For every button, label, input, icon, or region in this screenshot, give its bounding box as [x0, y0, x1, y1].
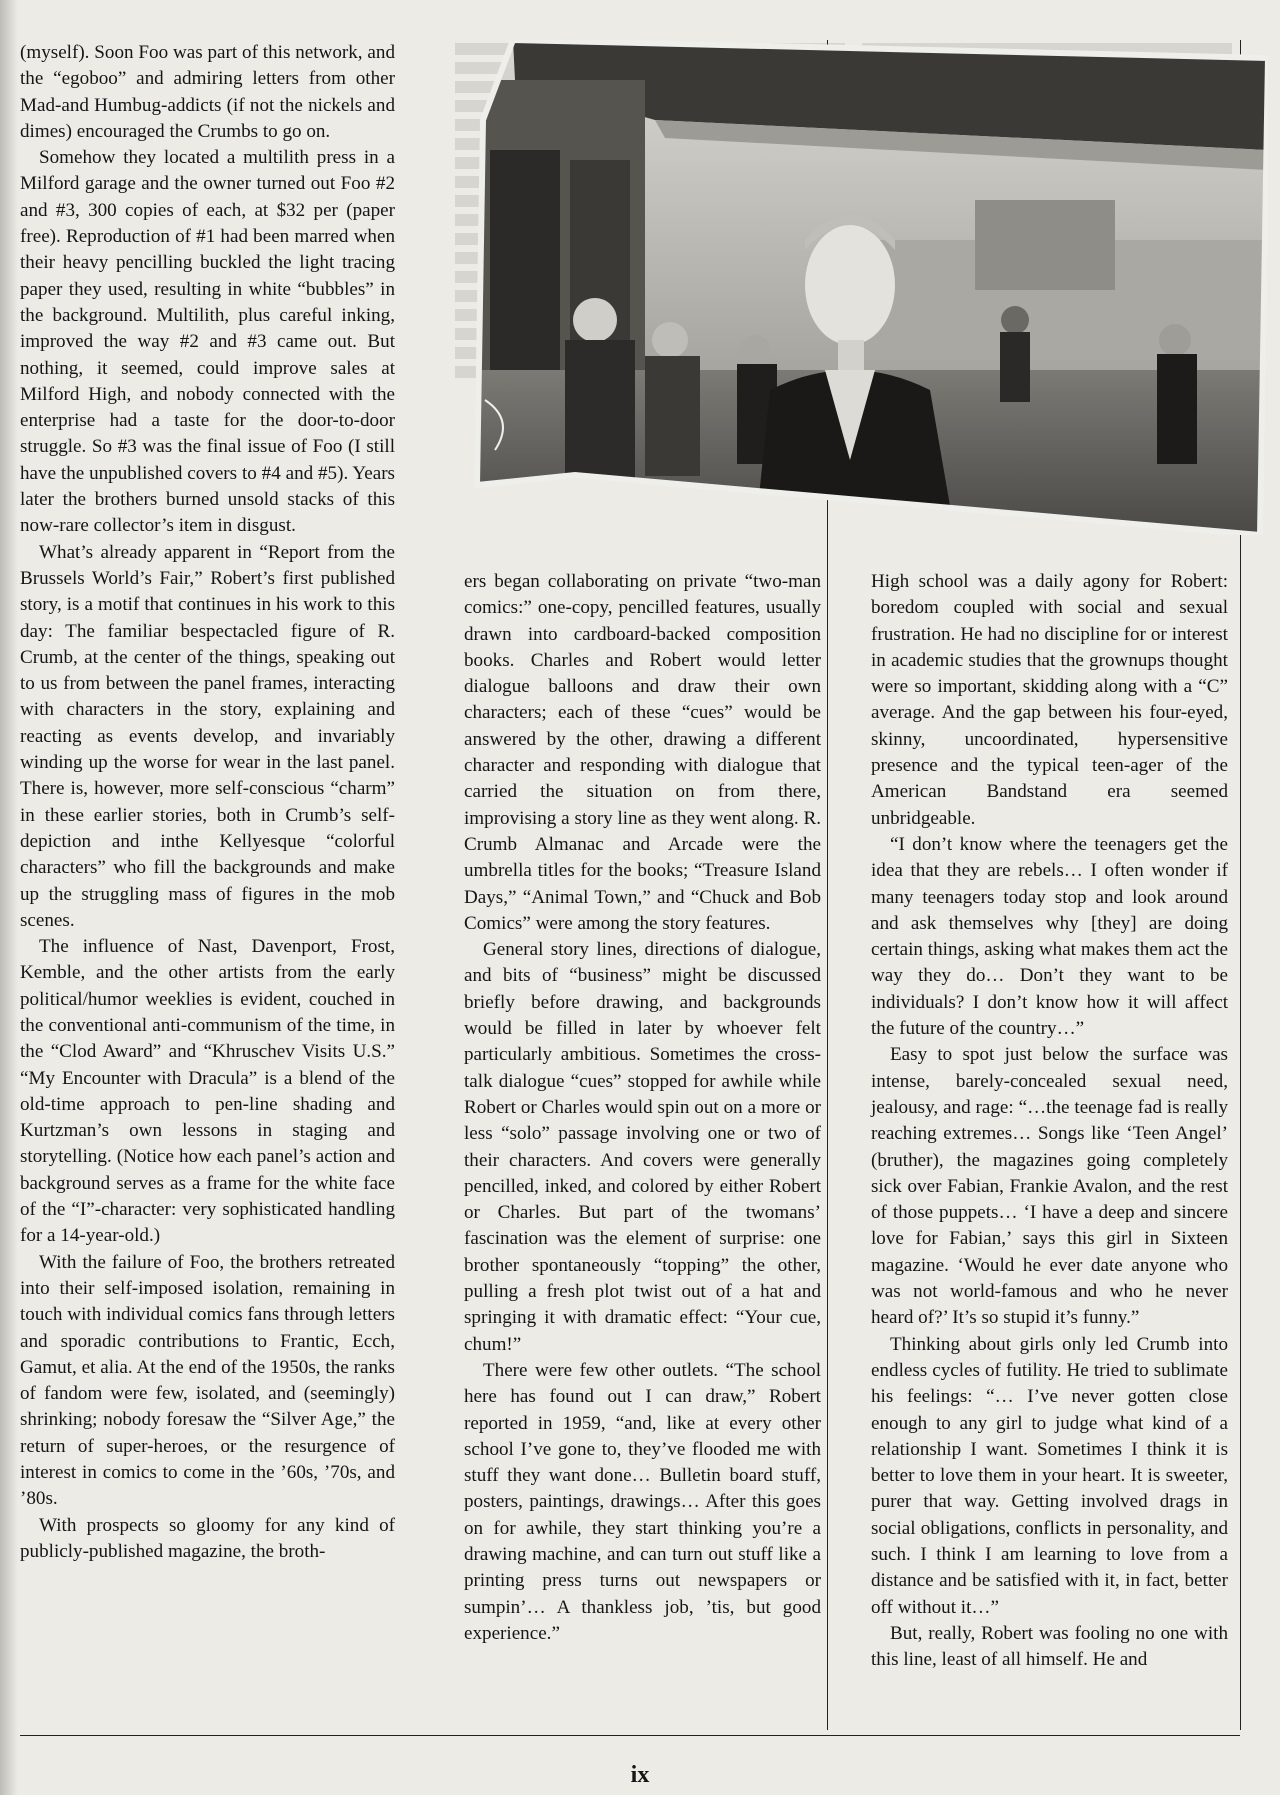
paragraph: With prospects so gloomy for any kind of publicly-published magazine, the broth-	[20, 1514, 395, 1562]
paragraph: With the failure of Foo, the brothers retreated into their self-imposed isolation, remaining in touch with individual comics fans through letters and sporadic contributions to Frantic, Ecch, Gamut, et alia. At the end of the 1950s, the ranks of fandom were few, isolated, and (seemingly) shrinking; nobody foresaw the “Silver Age,” the return of super-heroes, or the resurgence of interest in comics to come in the ’60s, ’70s, and ’80s.	[20, 1251, 395, 1510]
paragraph: General story lines, directions of dialogue, and bits of “business” might be discussed briefly before drawing, and backgrounds would be filled in later by whoever felt particularly ambitious. Sometimes the cross-talk dialogue “cues” stopped for awhile while Robert or Charles would spin out on a more or less “solo” passage involving one or two of their characters. And covers were generally pencilled, inked, and colored by either Robert or Charles. But part of the twomans’ fascination was the element of surprise: one brother spontaneously “topping” the other, pulling a fresh plot twist out of a hat and springing it with dramatic effect: “Your cue, chum!”	[464, 939, 821, 1355]
paragraph: (myself). Soon Foo was part of this network, and the “egoboo” and admiring letters from other Mad-and Humbug-addicts (if not the nickels and dimes) encouraged the Crumbs to go on.	[20, 42, 395, 142]
page-number: ix	[630, 1762, 650, 1788]
paragraph: What’s already apparent in “Report from the Brussels World’s Fair,” Robert’s first published story, is a motif that continues in his work to this day: The familiar bespectacled figure of R. Crumb, at the center of the things, speaking out to us from between the panel frames, interacting with characters in the story, explaining and reacting as events develop, and invariably winding up the worse for wear in the last panel. There is, however, more self-conscious “charm” in these earlier stories, both in Crumb’s self-depiction and inthe Kellyesque “colorful characters” who fill the backgrounds and make up the struggling mass of figures in the mob scenes.	[20, 541, 395, 931]
text-column-3	[871, 569, 1228, 1673]
page-gutter-shadow	[0, 0, 18, 1795]
paragraph: There were few other outlets. “The school here has found out I can draw,” Robert reported in 1959, “and, like at every other school I’ve gone to, they’ve flooded me with stuff they want done… Bulletin board stuff, posters, paintings, drawings… After this goes on for awhile, they start thinking you’re a drawing machine, and can turn out stuff like a printing press turns out newspapers or sumpin’… A thankless job, ’tis, but good experience.”	[464, 1359, 821, 1644]
paragraph: But, really, Robert was fooling no one with this line, least of all himself. He and	[871, 1622, 1228, 1671]
paragraph: Somehow they located a multilith press in a Milford garage and the owner turned out Foo #2 and #3, 300 copies of each, at $32 per (paper free). Reproduction of #1 had been marred when their heavy pencilling buckled the light tracing paper they used, resulting in white “bubbles” in the background. Multilith, plus careful inking, improved the way #2 and #3 came out. But nothing, it seemed, could improve sales at Milford High, and nobody connected with the enterprise had a taste for the door-to-door struggle. So #3 was the final issue of Foo (I still have the unpublished covers to #4 and #5). Years later the brothers burned unsold stacks of this now-rare collector’s item in disgust.	[20, 147, 395, 537]
text-column-1	[20, 40, 395, 1565]
paragraph: “I don’t know where the teenagers get the idea that they are rebels… I often wonder if many teenagers today stop and look around and ask themselves why [they] are doing certain things, asking what makes them act the way they do… Don’t they want to be individuals? I don’t know how it will affect the future of the country…”	[871, 833, 1228, 1040]
street-photograph	[455, 40, 1268, 535]
paragraph: Thinking about girls only led Crumb into endless cycles of futility. He tried to sublimate his feelings: “… I’ve never gotten close enough to any girl to judge what kind of a relationship I want. Sometimes I think it is better to love them in your heart. It is sweeter, purer that way. Getting involved drags in social obligations, conflicts in personality, and such. I think I am learning to love from a distance and be satisfied with it, in fact, better off without it…”	[871, 1333, 1228, 1618]
text-column-2	[464, 569, 821, 1647]
paragraph: ers began collaborating on private “two-man comics:” one-copy, pencilled features, usually drawn into cardboard-backed composition books. Charles and Robert would letter dialogue balloons and draw their own characters; each of these “cues” would be answered by the other, drawing a different character and responding with dialogue that carried the situation on from there, improvising a story line as they went along. R. Crumb Almanac and Arcade were the umbrella titles for the books; “Treasure Island Days,” “Animal Town,” and “Chuck and Bob Comics” were among the story features.	[464, 571, 821, 934]
paragraph: The influence of Nast, Davenport, Frost, Kemble, and the other artists from the early political/humor weeklies is evident, couched in the conventional anti-communism of the time, in the “Clod Award” and “Khruschev Visits U.S.” “My Encounter with Dracula” is a blend of the old-time approach to pen-line shading and Kurtzman’s own lessons in staging and storytelling. (Notice how each panel’s action and background serves as a frame for the white face of the “I”-character: very sophisticated handling for a 14-year-old.)	[20, 936, 395, 1247]
photograph-icon	[455, 40, 1268, 535]
paragraph: Easy to spot just below the surface was intense, barely-concealed sexual need, jealousy, and rage: “…the teenage fad is really reaching extremes… Songs like ‘Teen Angel’ (bruther), the magazines going completely sick over Fabian, Frankie Avalon, and the rest of those puppets… ‘I have a deep and sincere love for Fabian,’ says this girl in Sixteen magazine. ‘Would he ever date anyone who was not world-famous and who he never heard of?’ It’s so stupid it’s funny.”	[871, 1044, 1228, 1329]
paragraph: High school was a daily agony for Robert: boredom coupled with social and sexual frustration. He had no discipline for or interest in academic studies that the grownups thought were so important, skidding along with a “C” average. And the gap between his four-eyed, skinny, uncoordinated, hypersensitive presence and the typical teen-ager of the American Bandstand era seemed unbridgeable.	[871, 571, 1228, 829]
footer-rule	[20, 1735, 1240, 1736]
